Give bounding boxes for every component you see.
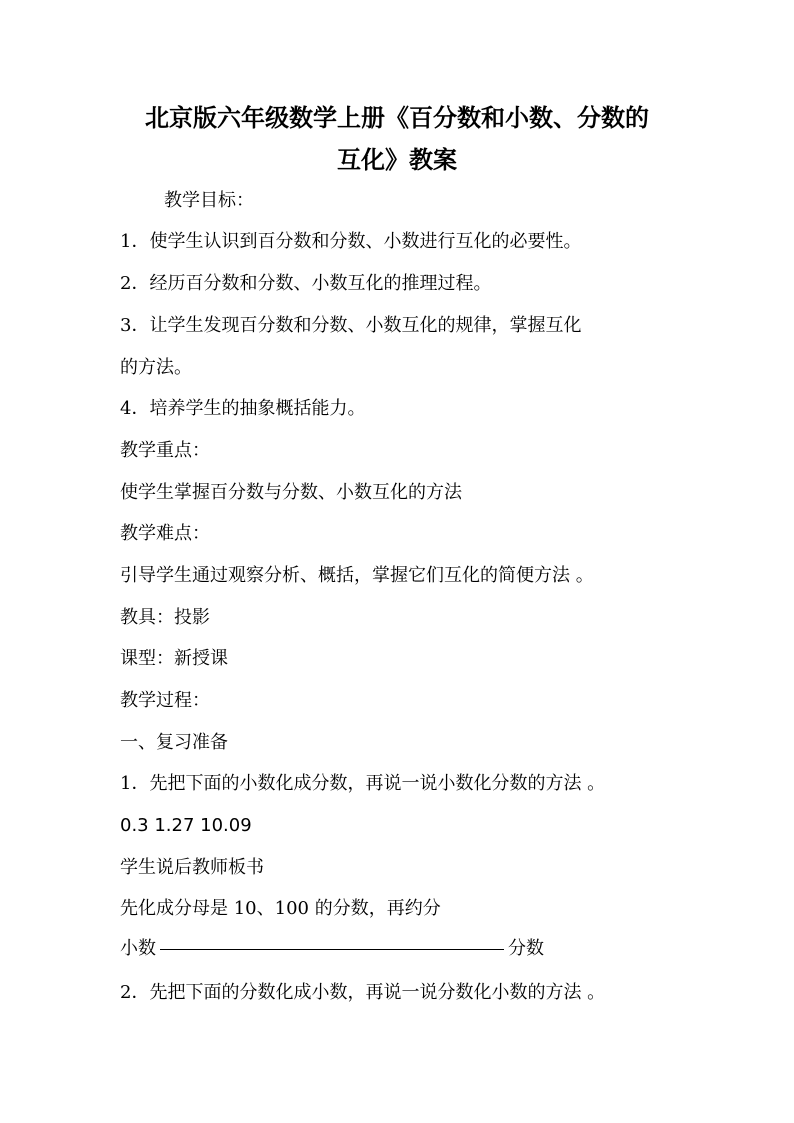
lesson-type: 课型：新授课 (120, 648, 228, 669)
difficulties-heading: 教学难点： (120, 523, 210, 544)
document-title-line-2: 互化》教案 (337, 146, 457, 174)
objective-item-3-line-1: 3．让学生发现百分数和分数、小数互化的规律，掌握互化 (120, 315, 582, 336)
objective-item-4: 4．培养学生的抽象概括能力。 (120, 398, 366, 419)
decimal-examples: 0.3 1.27 10.09 (120, 815, 252, 836)
objective-item-2: 2．经历百分数和分数、小数互化的推理过程。 (120, 273, 492, 294)
process-heading: 教学过程： (120, 690, 210, 711)
step-2-text: 2．先把下面的分数化成小数，再说一说分数化小数的方法 。 (120, 982, 606, 1003)
conversion-right-label: 分数 (508, 938, 544, 959)
objective-item-3-line-2: 的方法。 (120, 357, 192, 378)
conversion-rule-row (120, 937, 544, 961)
conversion-left-label: 小数 (120, 938, 156, 959)
objectives-heading: 教学目标： (164, 190, 254, 211)
key-points-text: 使学生掌握百分数与分数、小数互化的方法 (120, 482, 462, 503)
difficulties-text: 引导学生通过观察分析、概括，掌握它们互化的简便方法 。 (120, 565, 594, 586)
objective-item-1: 1．使学生认识到百分数和分数、小数进行互化的必要性。 (120, 231, 582, 252)
section-1-heading: 一、复习准备 (120, 732, 228, 753)
step-1-text: 1．先把下面的小数化成分数，再说一说小数化分数的方法 。 (120, 773, 606, 794)
teaching-aids: 教具：投影 (120, 607, 210, 628)
document-title-line-1: 北京版六年级数学上册《百分数和小数、分数的 (145, 104, 649, 132)
board-note: 学生说后教师板书 (120, 857, 264, 878)
conversion-rule-line (160, 949, 504, 950)
method-note: 先化成分母是 10、100 的分数，再约分 (120, 898, 441, 919)
key-points-heading: 教学重点： (120, 440, 210, 461)
